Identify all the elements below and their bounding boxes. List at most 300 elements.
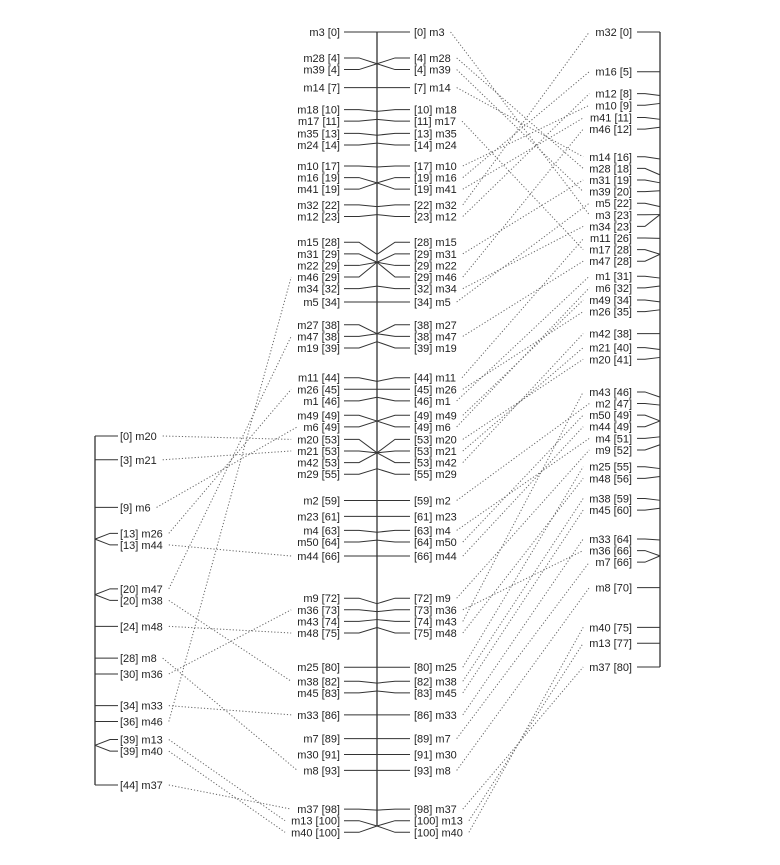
center-marker-label-left: m17 [11] <box>298 116 340 128</box>
center-marker-tick-right <box>377 183 410 189</box>
center-right-link <box>463 129 583 277</box>
right-marker-label: m5 [22] <box>595 198 632 210</box>
right-marker-tick <box>637 215 660 227</box>
center-marker-label-right: [46] m1 <box>414 396 451 408</box>
center-marker-label-right: [59] m2 <box>414 495 451 507</box>
center-marker-label-right: [91] m30 <box>414 750 457 762</box>
center-marker-label-right: [29] m31 <box>414 249 457 261</box>
right-marker-tick <box>637 551 660 556</box>
left-marker-label: [0] m20 <box>120 431 157 443</box>
left-marker-tick <box>95 539 118 545</box>
left-marker-label: [28] m8 <box>120 653 157 665</box>
right-marker-label: m8 [70] <box>595 583 632 595</box>
right-marker-label: m32 [0] <box>595 27 632 39</box>
center-marker-label-right: [74] m43 <box>414 616 457 628</box>
center-marker-label-left: m24 [14] <box>297 140 340 152</box>
center-marker-label-left: m27 [38] <box>297 320 340 332</box>
right-marker-tick <box>637 498 660 500</box>
right-marker-tick <box>637 286 660 288</box>
center-marker-tick-right <box>377 415 410 421</box>
center-marker-tick-right <box>377 421 410 427</box>
marker-correspondence-lines <box>157 32 590 832</box>
center-marker-label-left: m30 [91] <box>297 750 340 762</box>
right-marker-tick <box>637 445 660 450</box>
center-marker-tick-right <box>377 58 410 64</box>
right-marker-tick <box>637 180 660 183</box>
right-marker-label: m34 [23] <box>589 221 632 233</box>
left-marker-label: [20] m47 <box>120 584 163 596</box>
center-marker-tick-right <box>377 397 410 401</box>
center-marker-tick-left <box>344 691 377 693</box>
right-marker-label: m17 [28] <box>589 245 632 257</box>
center-right-link <box>463 226 583 288</box>
center-marker-tick-left <box>344 119 377 121</box>
center-marker-label-left: m15 [28] <box>297 237 340 249</box>
center-marker-tick-left <box>344 334 377 337</box>
left-center-link <box>169 610 291 674</box>
right-marker-tick <box>637 556 660 562</box>
center-marker-label-right: [38] m47 <box>414 331 457 343</box>
center-marker-label-left: m35 [13] <box>297 128 340 140</box>
center-marker-label-left: m43 [74] <box>297 616 340 628</box>
center-marker-tick-right <box>377 342 410 348</box>
center-right-link <box>463 498 583 681</box>
right-marker-label: m28 [18] <box>589 163 632 175</box>
center-marker-tick-right <box>377 119 410 121</box>
center-marker-tick-left <box>344 681 377 683</box>
center-marker-tick-left <box>344 598 377 603</box>
center-marker-label-left: m39 [4] <box>303 65 340 77</box>
center-marker-tick-right <box>377 826 410 832</box>
center-marker-label-right: [49] m49 <box>414 410 457 422</box>
left-center-link <box>169 389 291 533</box>
center-marker-label-right: [75] m48 <box>414 628 457 640</box>
right-marker-label: m16 [5] <box>595 67 632 79</box>
center-marker-tick-left <box>344 143 377 145</box>
center-marker-label-right: [4] m28 <box>414 53 451 65</box>
right-marker-label: m21 [40] <box>589 343 632 355</box>
right-marker-label: m38 [59] <box>589 493 632 505</box>
right-marker-tick <box>637 421 660 427</box>
left-center-link <box>169 785 291 809</box>
center-marker-tick-left <box>344 451 377 453</box>
center-marker-label-left: m46 [29] <box>297 272 340 284</box>
center-right-link <box>463 392 583 621</box>
left-center-link <box>169 740 285 821</box>
center-marker-tick-left <box>344 378 377 382</box>
center-marker-label-right: [80] m25 <box>414 662 457 674</box>
center-marker-label-left: m1 [46] <box>303 396 340 408</box>
center-right-link <box>463 72 590 178</box>
left-linkage-map <box>95 431 163 792</box>
center-marker-tick-right <box>377 628 410 633</box>
right-marker-tick <box>637 392 660 397</box>
right-marker-label: m47 [28] <box>589 256 632 268</box>
center-right-link <box>463 261 583 336</box>
left-center-link <box>169 277 291 722</box>
center-marker-label-left: m8 [93] <box>303 765 340 777</box>
center-marker-label-left: m22 [29] <box>297 260 340 272</box>
right-marker-label: m3 [23] <box>595 210 632 222</box>
center-marker-label-left: m28 [4] <box>303 53 340 65</box>
center-marker-tick-left <box>344 215 377 217</box>
right-marker-label: m45 [60] <box>589 505 632 517</box>
center-marker-label-left: m13 [100] <box>291 816 340 828</box>
center-marker-label-right: [13] m35 <box>414 128 457 140</box>
center-marker-tick-left <box>344 205 377 207</box>
center-marker-tick-left <box>344 254 377 262</box>
center-marker-tick-right <box>377 325 410 334</box>
center-marker-label-right: [4] m39 <box>414 65 451 77</box>
left-marker-label: [13] m44 <box>120 540 163 552</box>
center-linkage-map <box>291 27 463 839</box>
center-marker-label-left: m7 [89] <box>303 734 340 746</box>
center-marker-label-left: m31 [29] <box>297 249 340 261</box>
center-marker-tick-right <box>377 453 410 463</box>
center-marker-tick-left <box>344 242 377 254</box>
center-marker-label-left: m42 [53] <box>297 458 340 470</box>
left-center-link <box>169 626 291 633</box>
right-marker-tick <box>637 467 660 469</box>
center-marker-tick-left <box>344 628 377 633</box>
right-marker-label: m42 [38] <box>589 329 632 341</box>
center-marker-label-left: m48 [75] <box>297 628 340 640</box>
center-marker-label-left: m41 [19] <box>297 184 340 196</box>
right-marker-label: m26 [35] <box>589 307 632 319</box>
center-right-link <box>457 203 590 302</box>
right-marker-tick <box>637 508 660 510</box>
center-marker-label-right: [29] m22 <box>414 260 457 272</box>
center-marker-tick-right <box>377 178 410 183</box>
right-marker-label: m10 [9] <box>595 100 632 112</box>
center-marker-tick-right <box>377 610 410 612</box>
right-marker-tick <box>637 539 660 540</box>
center-marker-tick-right <box>377 254 410 262</box>
left-center-link <box>169 706 291 715</box>
center-right-link <box>463 415 583 542</box>
center-marker-label-right: [32] m34 <box>414 284 457 296</box>
left-marker-label: [9] m6 <box>120 502 151 514</box>
center-marker-tick-right <box>377 809 410 810</box>
right-marker-tick <box>637 168 660 174</box>
center-marker-label-right: [100] m40 <box>414 827 463 839</box>
right-marker-tick <box>637 127 660 129</box>
center-marker-label-right: [14] m24 <box>414 140 457 152</box>
center-right-link <box>457 88 584 157</box>
left-marker-label: [20] m38 <box>120 595 163 607</box>
right-marker-label: m44 [49] <box>589 422 632 434</box>
left-center-link <box>169 751 285 832</box>
center-marker-tick-left <box>344 469 377 474</box>
center-marker-tick-right <box>377 64 410 70</box>
center-marker-label-right: [86] m33 <box>414 710 457 722</box>
center-marker-label-right: [53] m42 <box>414 458 457 470</box>
center-right-link <box>463 478 583 633</box>
center-marker-tick-right <box>377 205 410 207</box>
left-center-link <box>163 658 298 770</box>
left-marker-tick <box>95 745 118 751</box>
center-marker-label-right: [29] m46 <box>414 272 457 284</box>
right-marker-tick <box>637 310 660 312</box>
center-marker-tick-left <box>344 262 377 277</box>
right-marker-label: m46 [12] <box>589 124 632 136</box>
right-marker-tick <box>637 94 660 96</box>
center-marker-tick-left <box>344 610 377 612</box>
right-marker-label: m25 [55] <box>589 462 632 474</box>
center-right-link <box>463 180 583 254</box>
center-right-link <box>457 288 590 427</box>
center-marker-tick-left <box>344 530 377 532</box>
center-right-link <box>463 300 583 415</box>
center-marker-label-left: m25 [80] <box>297 662 340 674</box>
center-marker-tick-right <box>377 469 410 474</box>
center-marker-tick-left <box>344 809 377 810</box>
center-marker-label-right: [44] m11 <box>414 373 456 385</box>
center-marker-tick-left <box>344 540 377 542</box>
center-marker-label-right: [19] m16 <box>414 173 457 185</box>
center-marker-label-right: [83] m45 <box>414 688 457 700</box>
left-marker-label: [44] m37 <box>120 780 163 792</box>
center-marker-label-left: m29 [55] <box>297 469 340 481</box>
center-marker-label-left: m38 [82] <box>297 676 340 688</box>
center-marker-label-right: [61] m23 <box>414 511 457 523</box>
center-marker-tick-right <box>377 378 410 382</box>
center-right-link <box>451 32 590 215</box>
right-marker-tick <box>637 203 660 206</box>
center-marker-label-right: [19] m41 <box>414 184 457 196</box>
center-marker-label-right: [34] m5 <box>414 297 451 309</box>
right-marker-tick <box>637 300 660 302</box>
right-marker-label: m41 [11] <box>590 112 632 124</box>
right-marker-label: m31 [19] <box>589 175 632 187</box>
center-marker-tick-right <box>377 334 410 337</box>
center-marker-tick-right <box>377 166 410 167</box>
center-marker-tick-left <box>344 183 377 189</box>
right-marker-label: m7 [66] <box>595 557 632 569</box>
center-marker-label-right: [17] m10 <box>414 161 457 173</box>
left-center-link <box>163 451 292 460</box>
center-marker-tick-right <box>377 530 410 532</box>
center-marker-tick-left <box>344 58 377 64</box>
center-marker-label-right: [7] m14 <box>414 83 451 95</box>
left-marker-label: [39] m40 <box>120 746 163 758</box>
right-marker-tick <box>637 357 660 359</box>
center-marker-label-right: [98] m37 <box>414 804 457 816</box>
center-right-link <box>463 312 583 390</box>
center-marker-label-left: m19 [39] <box>297 343 340 355</box>
left-marker-label: [34] m33 <box>120 701 163 713</box>
center-marker-label-left: m4 [63] <box>303 525 340 537</box>
center-right-link <box>457 438 590 530</box>
center-marker-label-left: m21 [53] <box>297 446 340 458</box>
center-right-link <box>463 334 583 463</box>
right-marker-tick <box>637 254 660 261</box>
center-marker-tick-left <box>344 166 377 167</box>
left-marker-tick <box>95 740 118 746</box>
center-marker-label-left: m5 [34] <box>303 297 340 309</box>
right-marker-label: m43 [46] <box>589 387 632 399</box>
right-marker-tick <box>637 437 660 439</box>
center-marker-tick-right <box>377 691 410 693</box>
center-marker-tick-left <box>344 826 377 832</box>
center-marker-label-left: m33 [86] <box>297 710 340 722</box>
left-marker-label: [24] m48 <box>120 621 163 633</box>
center-marker-tick-right <box>377 451 410 453</box>
center-right-link <box>457 276 590 401</box>
center-marker-label-right: [23] m12 <box>414 211 457 223</box>
left-marker-label: [30] m36 <box>120 669 163 681</box>
center-marker-tick-left <box>344 821 377 826</box>
center-marker-label-left: m10 [17] <box>297 161 340 173</box>
center-marker-tick-right <box>377 286 410 289</box>
center-marker-label-right: [89] m7 <box>414 734 451 746</box>
right-marker-label: m49 [34] <box>589 295 632 307</box>
center-marker-label-right: [10] m18 <box>414 105 457 117</box>
left-marker-tick <box>95 589 118 595</box>
right-marker-label: m50 [49] <box>589 410 632 422</box>
center-marker-label-right: [38] m27 <box>414 320 457 332</box>
left-marker-tick <box>95 595 118 601</box>
center-marker-label-right: [22] m32 <box>414 200 457 212</box>
center-marker-label-right: [28] m15 <box>414 237 457 249</box>
center-marker-label-left: m44 [66] <box>297 551 340 563</box>
center-marker-tick-right <box>377 143 410 145</box>
center-marker-tick-left <box>344 286 377 289</box>
center-marker-label-right: [73] m36 <box>414 605 457 617</box>
right-marker-tick <box>637 276 660 278</box>
center-marker-label-left: m9 [72] <box>303 593 340 605</box>
center-marker-label-left: m37 [98] <box>297 804 340 816</box>
right-marker-label: m11 [26] <box>590 233 632 245</box>
center-marker-label-left: m11 [44] <box>298 373 340 385</box>
center-marker-label-right: [0] m3 <box>414 27 445 39</box>
center-right-link <box>457 562 590 738</box>
center-marker-tick-left <box>344 415 377 421</box>
center-marker-label-right: [82] m38 <box>414 676 457 688</box>
center-right-link <box>463 467 583 667</box>
right-marker-label: m12 [8] <box>595 89 632 101</box>
center-marker-label-left: m47 [38] <box>297 331 340 343</box>
right-marker-tick <box>637 117 660 119</box>
center-right-link <box>463 539 583 715</box>
right-marker-tick <box>637 415 660 421</box>
center-marker-label-left: m32 [22] <box>297 200 340 212</box>
left-marker-label: [3] m21 <box>120 455 157 467</box>
center-right-link <box>469 643 583 821</box>
right-marker-label: m20 [41] <box>589 354 632 366</box>
center-right-link <box>457 404 590 501</box>
center-marker-tick-right <box>377 262 410 277</box>
right-marker-label: m2 [47] <box>595 399 632 411</box>
center-marker-tick-left <box>344 262 377 265</box>
center-marker-label-right: [53] m20 <box>414 434 457 446</box>
center-marker-tick-right <box>377 215 410 217</box>
center-marker-label-right: [72] m9 <box>414 593 451 605</box>
right-marker-label: m9 [52] <box>595 445 632 457</box>
center-marker-tick-right <box>377 110 410 112</box>
center-marker-label-right: [49] m6 <box>414 422 451 434</box>
center-marker-tick-right <box>377 133 410 135</box>
left-center-link <box>163 436 292 439</box>
right-marker-tick <box>637 477 660 479</box>
center-marker-tick-left <box>344 342 377 348</box>
center-marker-label-left: m14 [7] <box>303 83 340 95</box>
right-marker-tick <box>637 250 660 255</box>
center-marker-label-left: m49 [49] <box>297 410 340 422</box>
center-marker-label-left: m6 [49] <box>303 422 340 434</box>
center-marker-label-right: [64] m50 <box>414 537 457 549</box>
center-marker-label-right: [93] m8 <box>414 765 451 777</box>
center-marker-label-left: m36 [73] <box>297 605 340 617</box>
left-marker-label: [39] m13 <box>120 735 163 747</box>
right-marker-label: m33 [64] <box>589 534 632 546</box>
right-linkage-map <box>589 27 660 674</box>
right-marker-tick <box>637 404 660 406</box>
center-marker-label-left: m2 [59] <box>303 495 340 507</box>
center-marker-label-left: m23 [61] <box>297 511 340 523</box>
center-marker-label-right: [100] m13 <box>414 816 463 828</box>
center-marker-label-left: m26 [45] <box>297 384 340 396</box>
center-marker-label-left: m18 [10] <box>297 105 340 117</box>
right-marker-tick <box>637 157 660 159</box>
center-marker-label-left: m40 [100] <box>291 827 340 839</box>
center-marker-label-right: [39] m19 <box>414 343 457 355</box>
center-marker-label-left: m12 [23] <box>297 211 340 223</box>
left-center-link <box>169 600 291 681</box>
center-marker-tick-right <box>377 681 410 683</box>
center-marker-label-left: m16 [19] <box>297 173 340 185</box>
right-marker-label: m13 [77] <box>589 638 632 650</box>
center-marker-tick-left <box>344 64 377 70</box>
center-marker-tick-right <box>377 598 410 603</box>
right-marker-label: m40 [75] <box>589 622 632 634</box>
center-marker-label-right: [45] m26 <box>414 384 457 396</box>
right-marker-label: m6 [32] <box>595 283 632 295</box>
center-right-link <box>463 94 590 217</box>
center-marker-tick-left <box>344 178 377 183</box>
right-marker-label: m1 [31] <box>595 271 632 283</box>
right-marker-tick <box>637 103 660 105</box>
center-marker-label-left: m34 [32] <box>297 284 340 296</box>
center-marker-label-left: m50 [64] <box>297 537 340 549</box>
right-marker-tick <box>637 348 660 350</box>
center-right-link <box>457 70 584 192</box>
center-marker-tick-right <box>377 821 410 826</box>
left-marker-label: [36] m46 <box>120 717 163 729</box>
left-marker-tick <box>95 533 118 539</box>
center-right-link <box>457 450 590 598</box>
right-marker-tick <box>637 191 660 192</box>
center-marker-label-left: m45 [83] <box>297 688 340 700</box>
center-marker-label-right: [53] m21 <box>414 446 457 458</box>
center-right-link <box>463 348 583 451</box>
center-marker-tick-right <box>377 262 410 265</box>
center-marker-tick-left <box>344 453 377 463</box>
center-marker-tick-left <box>344 620 377 622</box>
center-marker-label-left: m3 [0] <box>309 27 340 39</box>
center-marker-tick-left <box>344 325 377 334</box>
center-marker-tick-left <box>344 110 377 112</box>
right-marker-label: m39 [20] <box>589 187 632 199</box>
center-marker-tick-right <box>377 540 410 542</box>
center-marker-label-right: [11] m17 <box>414 116 456 128</box>
center-right-link <box>463 359 583 439</box>
right-marker-label: m48 [56] <box>589 473 632 485</box>
center-marker-label-right: [63] m4 <box>414 525 451 537</box>
center-marker-tick-left <box>344 421 377 427</box>
center-marker-tick-left <box>344 133 377 135</box>
center-marker-tick-right <box>377 242 410 254</box>
